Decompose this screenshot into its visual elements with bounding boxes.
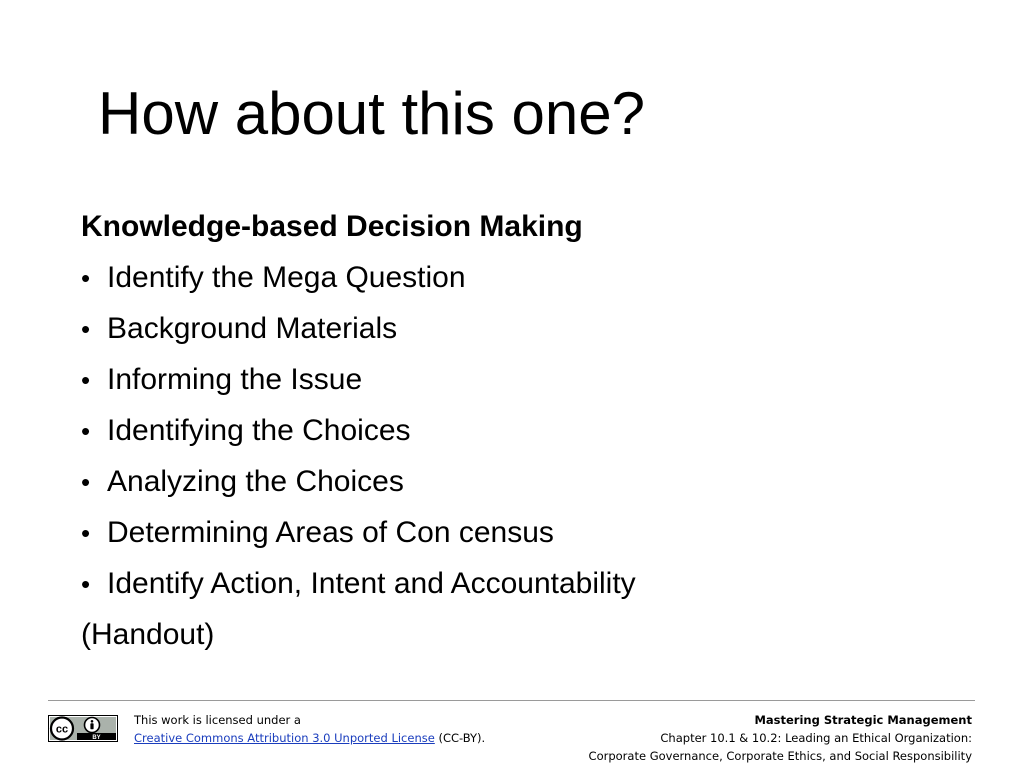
bullet-icon: •: [81, 518, 91, 548]
book-title: Mastering Strategic Management: [754, 713, 972, 727]
handout-note: (Handout): [81, 618, 215, 651]
bullet-text: Determining Areas of Con census: [107, 516, 554, 549]
bullet-item: [81, 408, 981, 459]
bullet-icon: •: [81, 314, 91, 344]
license-notice: [134, 711, 485, 747]
slide-title: How about this one?: [98, 80, 646, 147]
bullet-text: Analyzing the Choices: [107, 465, 404, 498]
chapter-title: Leading an Ethical Organization:: [785, 731, 972, 745]
footer-divider: [48, 700, 975, 701]
bullet-icon: •: [81, 467, 91, 497]
bullet-item: [81, 459, 981, 510]
bullet-item: [81, 510, 981, 561]
bullet-text: Identify the Mega Question: [107, 261, 466, 294]
bullet-icon: •: [81, 416, 91, 446]
license-suffix: (CC-BY).: [434, 731, 486, 745]
bullet-icon: •: [81, 569, 91, 599]
bullet-item: [81, 255, 981, 306]
bullet-text: Identify Action, Intent and Accountability: [107, 567, 636, 600]
cc-badge-label: BY: [92, 735, 101, 741]
bullet-text: Identifying the Choices: [107, 414, 411, 447]
chapter-subtitle: Corporate Governance, Corporate Ethics, and Social Responsibility: [588, 749, 972, 763]
bullet-text: Background Materials: [107, 312, 398, 345]
bullet-icon: •: [81, 263, 91, 293]
bullet-icon: •: [81, 365, 91, 395]
cc-by-license-icon[interactable]: [48, 715, 118, 742]
license-line: This work is licensed under a: [134, 713, 301, 727]
svg-text:cc: cc: [55, 723, 69, 736]
bullet-text: Informing the Issue: [107, 363, 363, 396]
license-link-line: [134, 729, 485, 747]
bullet-item: [81, 306, 981, 357]
chapter-line: [589, 729, 972, 747]
content-heading: Knowledge-based Decision Making: [81, 210, 583, 243]
bullet-item: [81, 357, 981, 408]
slide-content: [81, 204, 981, 663]
bullet-item: [81, 561, 981, 612]
book-info: [589, 711, 972, 765]
bullet-list: [81, 255, 981, 612]
chapter-prefix: Chapter 10.1 & 10.2:: [660, 731, 786, 745]
license-link[interactable]: Creative Commons Attribution 3.0 Unported License: [134, 731, 435, 745]
